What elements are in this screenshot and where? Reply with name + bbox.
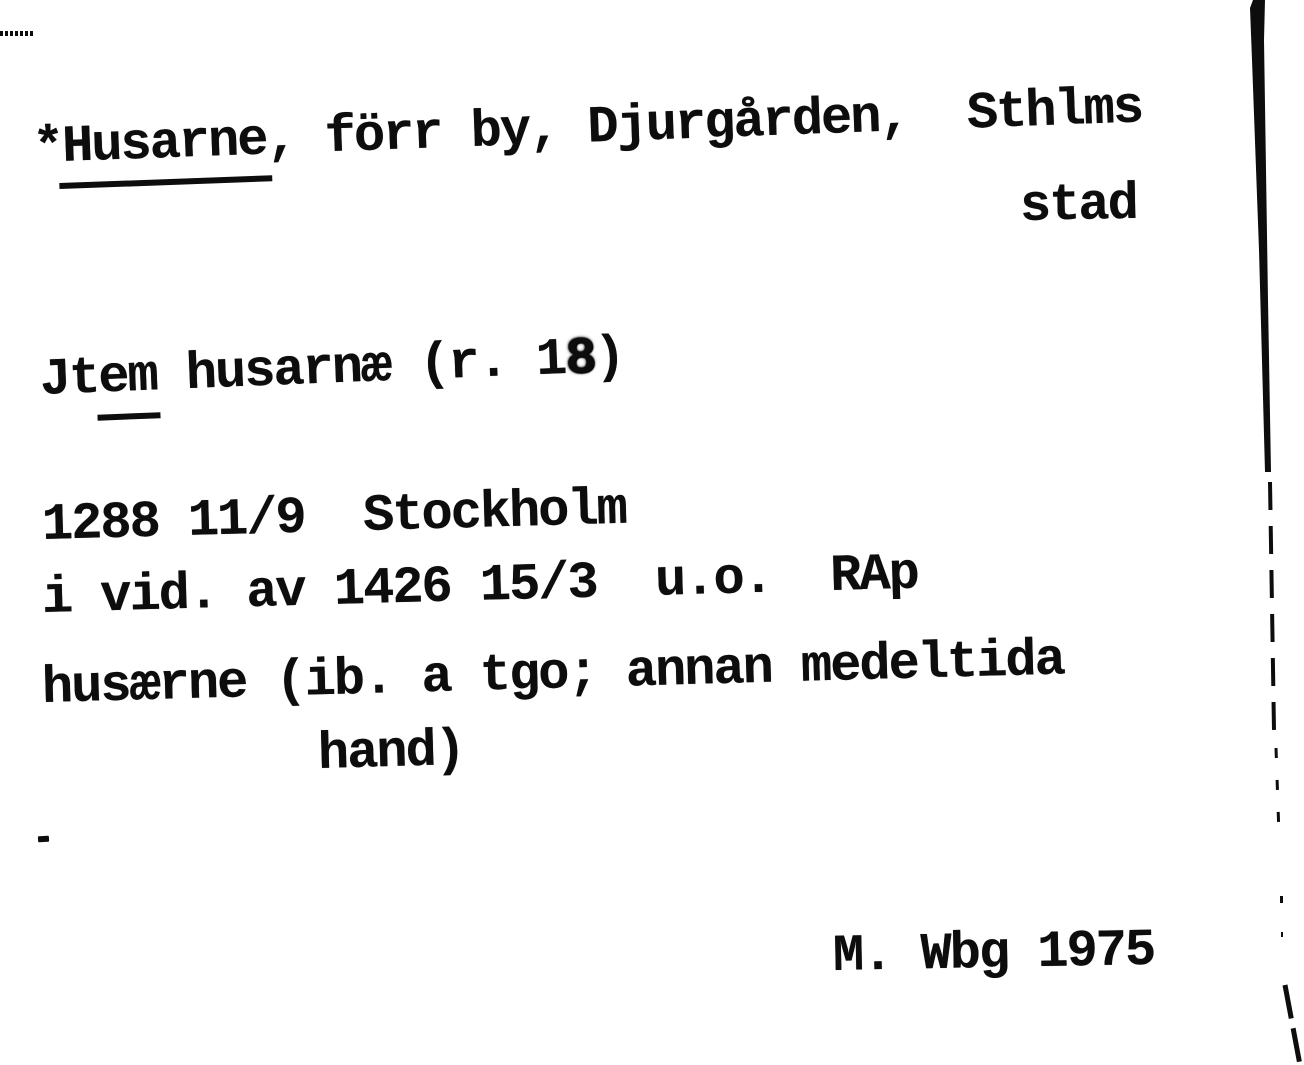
source-expanded-letters: em [95, 346, 160, 420]
source-close-paren: ) [593, 327, 625, 388]
note-line-2: hand) [317, 720, 465, 784]
note-line-1: husærne (ib. a tgo; annan medeltida [41, 630, 1065, 718]
heading-line [32, 79, 1143, 177]
edge-dash-mid [1270, 482, 1274, 730]
edge-speck-2 [1281, 932, 1283, 937]
date-place-line: 1288 11/9 Stockholm [41, 479, 627, 555]
signature-line: M. Wbg 1975 [832, 920, 1155, 986]
scan-dotted-artifact [0, 31, 34, 36]
edge-speck-1 [1280, 896, 1283, 903]
place-name-marker: * [31, 117, 64, 178]
source-body: husarnæ (r. 1 [155, 329, 567, 406]
edge-streak-top [1250, 0, 1271, 472]
heading-descriptor: , förr by, Djurgården, Sthlms [265, 78, 1144, 170]
source-form-line [39, 329, 625, 410]
source-lead: Jt [38, 348, 100, 410]
heading-continuation: stad [1019, 174, 1138, 236]
stray-ink-mark [38, 836, 49, 843]
blotted-digit: 8 [564, 328, 596, 389]
vidimus-line: i vid. av 1426 15/3 u.o. RAp [41, 544, 919, 628]
place-name: Husarne [57, 110, 272, 189]
edge-streak-bottom [1285, 985, 1300, 1065]
scan-edge-artifact [1240, 0, 1304, 1065]
edge-dash-lower [1276, 748, 1279, 835]
